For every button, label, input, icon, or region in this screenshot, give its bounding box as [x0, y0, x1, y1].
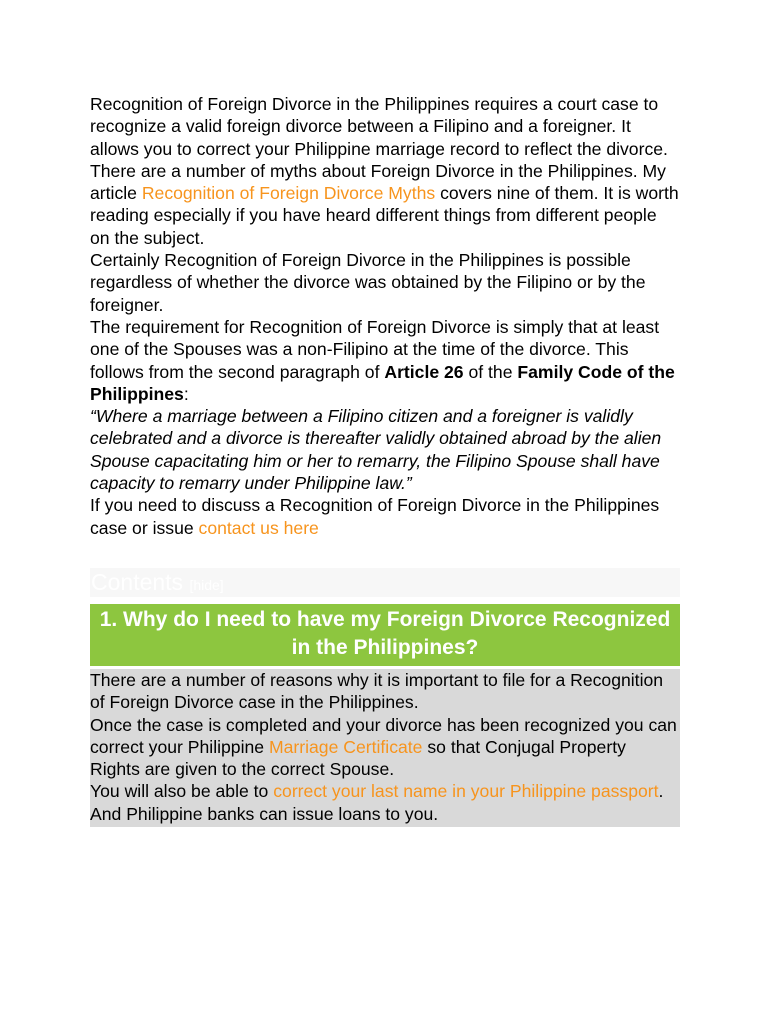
marriage-certificate-link[interactable]: Marriage Certificate — [268, 736, 423, 757]
intro-p2-text-a: There are a number of myths about Foreign Divorce in the Philippines. My article — [90, 160, 666, 204]
section-1-p3-text-b: . — [658, 781, 664, 802]
intro-paragraph-3: Certainly Recognition of Foreign Divorce in the Philippines is possible regardless of whether the divorce was obtained by the Filipino or by the foreigner. — [90, 250, 646, 315]
intro-p5-text-a: If you need to discuss a Recognition of Foreign Divorce in the Philippines case or issue — [90, 495, 660, 538]
intro-paragraph-4 — [90, 316, 680, 405]
correct-last-name-passport-link[interactable]: correct your last name in your Philippine passport — [273, 781, 659, 802]
section-1-p2-text-a: Once the case is completed and your divorce has been recognized you can correct your Philippine — [90, 714, 677, 757]
intro-p4-text-b: of the — [463, 361, 518, 382]
foreign-divorce-myths-link[interactable]: Recognition of Foreign Divorce Myths — [141, 183, 436, 204]
intro-paragraph-1: Recognition of Foreign Divorce in the Philippines requires a court case to recognize a valid foreign divorce between a Filipino and a foreigner. It allows you to correct your Philippine marriage record to reflect the divorce. — [90, 94, 668, 159]
intro-p4-text-c: : — [183, 383, 189, 404]
intro-paragraph-2 — [90, 160, 680, 249]
toc-title: Contents — [91, 568, 184, 595]
table-of-contents-bar — [90, 568, 680, 597]
contact-us-link[interactable]: contact us here — [198, 517, 319, 538]
section-1-paragraph-2 — [90, 714, 680, 781]
section-1-heading: 1. Why do I need to have my Foreign Divorce Recognized in the Philippines? — [90, 604, 680, 666]
section-1-paragraph-4: And Philippine banks can issue loans to you. — [90, 803, 439, 824]
section-1-body — [90, 669, 680, 827]
article-26-quote: “Where a marriage between a Filipino citizen and a foreigner is validly celebrated and a divorce is thereafter validly obtained abroad by the alien Spouse capacitating him or her to remarry, the Filipino Spouse shall have capacity to remarry under Philippine law.” — [90, 406, 662, 494]
intro-paragraph-5 — [90, 494, 680, 539]
toc-hide-toggle[interactable]: [hide] — [189, 576, 224, 593]
family-code-bold: Family Code of the Philippines — [90, 361, 675, 404]
section-1-p2-text-b: so that Conjugal Property Rights are given to the correct Spouse. — [90, 736, 626, 780]
intro-p4-text-a: The requirement for Recognition of Foreign Divorce is simply that at least one of the Spouses was a non-Filipino at the time of the divorce. This follows from the second paragraph of — [90, 316, 660, 382]
article-content — [90, 93, 680, 827]
article-26-bold: Article 26 — [384, 361, 464, 382]
section-1-paragraph-1: There are a number of reasons why it is important to file for a Recognition of Foreign Divorce case in the Philippines. — [90, 669, 664, 713]
intro-p2-text-b: covers nine of them. It is worth reading especially if you have heard different things from different people on the subject. — [90, 183, 679, 248]
section-1-paragraph-3 — [90, 780, 680, 802]
section-1-p3-text-a: You will also be able to — [90, 781, 274, 802]
